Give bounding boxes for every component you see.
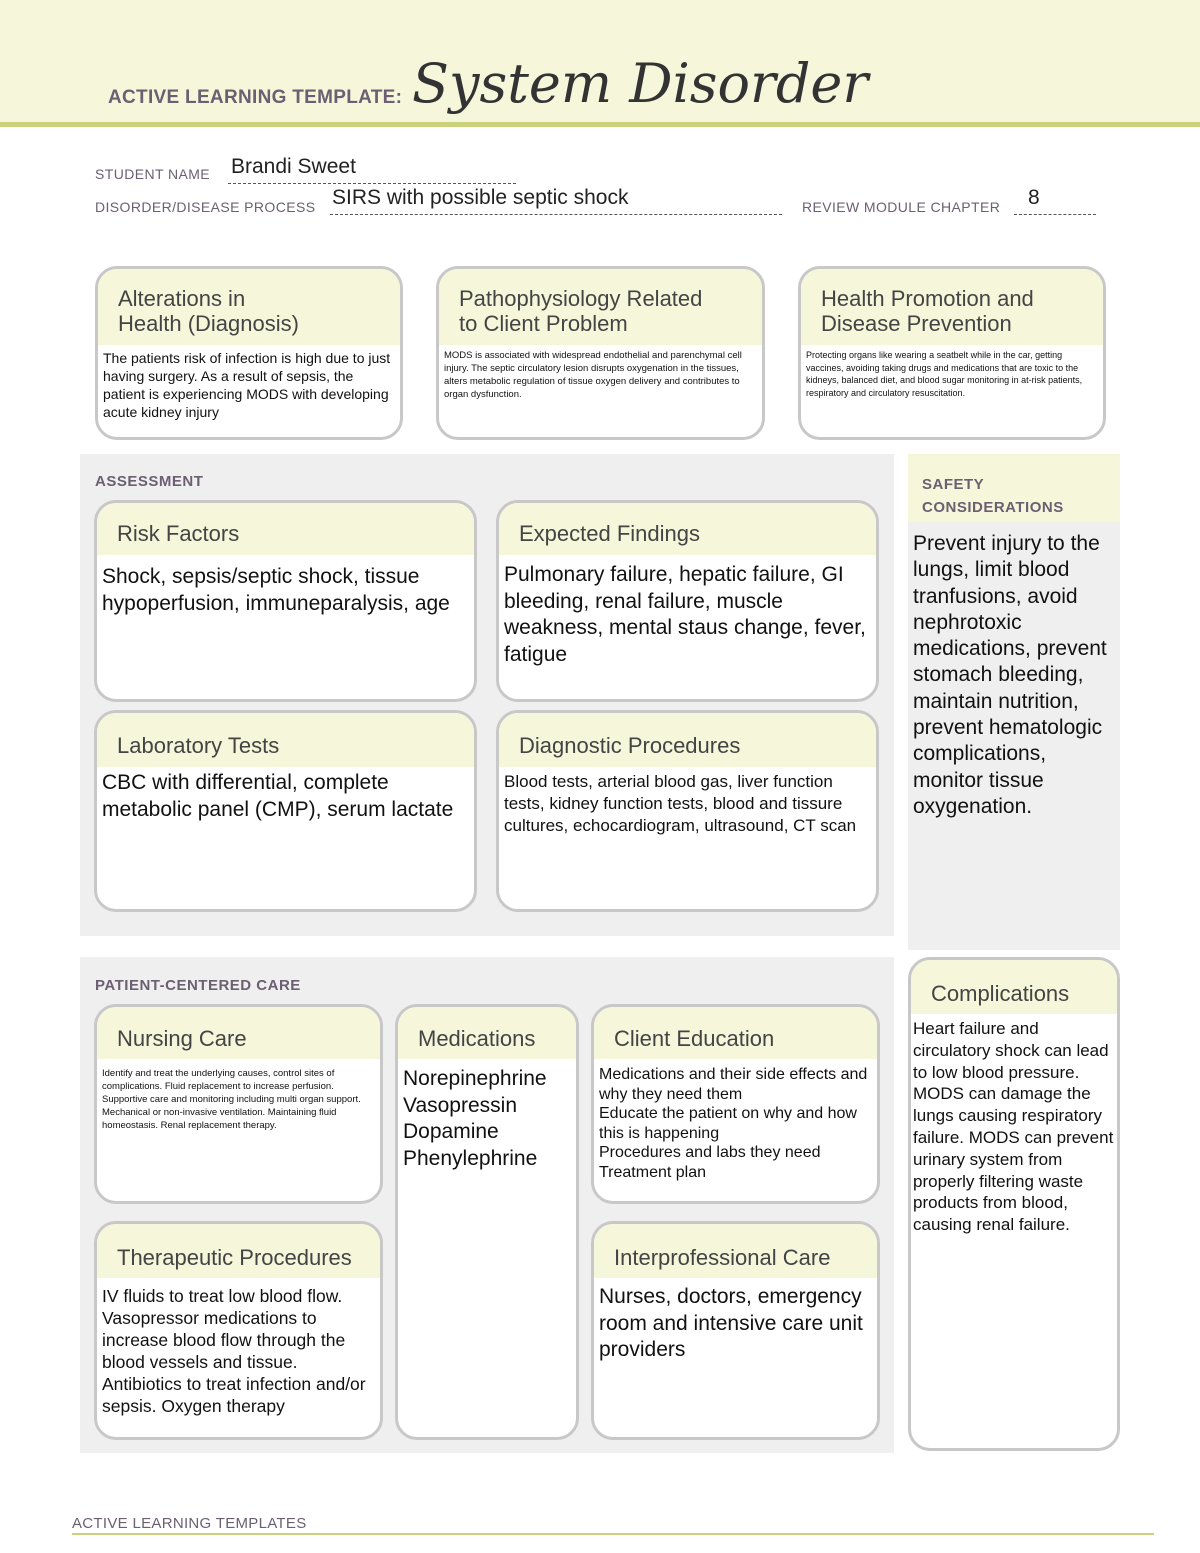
alterations-title-line2: Health (Diagnosis): [118, 311, 299, 336]
interprofessional-care-title: Interprofessional Care: [594, 1224, 877, 1278]
complications-text[interactable]: Heart failure and circulatory shock can lead to low blood pressure. MODS can damage the lungs causing respiratory failure. MODS can prevent urinary system from properly filtering waste products from blood, causing renal failure.: [913, 1019, 1114, 1235]
risk-factors-title: Risk Factors: [97, 503, 474, 555]
alterations-box: [95, 266, 403, 440]
student-name-label: STUDENT NAME: [95, 166, 210, 182]
disorder-label: DISORDER/DISEASE PROCESS: [95, 199, 316, 215]
footer-text: ACTIVE LEARNING TEMPLATES: [72, 1515, 307, 1532]
health-promotion-text[interactable]: Protecting organs like wearing a seatbelt while in the car, getting vaccines, avoiding taking drugs and medications that are toxic to the kidneys, balanced diet, and blood sugar monitoring in at-risk patients, respiratory and circulatory resuscitation.: [806, 350, 1083, 398]
medications-box: [395, 1004, 579, 1440]
therapeutic-procedures-text[interactable]: IV fluids to treat low blood flow. Vasopressor medications to increase blood flow through the blood vessels and tissue. Antibiotics to treat infection and/or sepsis. Oxygen therapy: [102, 1286, 366, 1416]
disorder-underline: [330, 214, 782, 215]
patient-care-title: PATIENT-CENTERED CARE: [95, 977, 301, 994]
alterations-text[interactable]: The patients risk of infection is high due to just having surgery. As a result of sepsis, the patient is experiencing MODS with developing acute kidney injury: [103, 350, 391, 420]
nursing-care-box: [94, 1004, 383, 1204]
medications-title: Medications: [398, 1007, 576, 1059]
pathophysiology-title-line1: Pathophysiology Related: [459, 286, 703, 311]
client-education-line[interactable]: Educate the patient on why and how this is happening: [599, 1105, 857, 1142]
laboratory-tests-text[interactable]: CBC with differential, complete metabolic panel (CMP), serum lactate: [102, 771, 454, 821]
safety-title-line2: CONSIDERATIONS: [922, 499, 1064, 516]
safety-title-line1: SAFETY: [922, 476, 985, 493]
safety-text[interactable]: Prevent injury to the lungs, limit blood tranfusions, avoid nephrotoxic medications, prevent stomach bleeding, maintain nutrition, prevent hematologic complications, monitor tissue oxygenation.: [913, 532, 1107, 818]
medication-item[interactable]: Vasopressin: [403, 1093, 518, 1117]
client-education-box: [591, 1004, 880, 1204]
therapeutic-procedures-box: [94, 1221, 383, 1440]
health-promotion-header: [801, 269, 1103, 345]
client-education-title: Client Education: [594, 1007, 877, 1059]
alterations-title-line1: Alterations in: [118, 286, 246, 311]
nursing-care-text[interactable]: Identify and treat the underlying causes, control sites of complications. Fluid replacement to increase perfusion. Supportive care and monitoring including multi organ support. Mechanical or non-invasive ventilation. Maintaining fluid homeostasis. Renal replacement therapy.: [102, 1068, 361, 1131]
pathophysiology-header: [439, 269, 762, 345]
safety-title: [922, 473, 1064, 519]
expected-findings-box: [496, 500, 879, 702]
header-divider: [0, 122, 1200, 127]
template-label: ACTIVE LEARNING TEMPLATE:: [108, 87, 403, 108]
health-promotion-title-line2: Disease Prevention: [821, 311, 1012, 336]
disorder-field[interactable]: SIRS with possible septic shock: [332, 186, 629, 209]
assessment-title: ASSESSMENT: [95, 473, 204, 490]
student-name-underline: [228, 183, 516, 184]
medication-item[interactable]: Dopamine: [403, 1120, 499, 1143]
pathophysiology-title-line2: to Client Problem: [459, 311, 628, 336]
alterations-header: [98, 269, 400, 345]
risk-factors-box: [94, 500, 477, 702]
risk-factors-text[interactable]: Shock, sepsis/septic shock, tissue hypoperfusion, immuneparalysis, age: [102, 565, 450, 615]
client-education-line[interactable]: Medications and their side effects and why they need them: [599, 1066, 868, 1103]
expected-findings-title: Expected Findings: [499, 503, 876, 555]
client-education-list: [599, 1065, 872, 1182]
expected-findings-text[interactable]: Pulmonary failure, hepatic failure, GI bleeding, renal failure, muscle weakness, mental staus change, fever, fatigue: [504, 563, 866, 666]
chapter-label: REVIEW MODULE CHAPTER: [802, 199, 1001, 215]
interprofessional-care-text[interactable]: Nurses, doctors, emergency room and intensive care unit providers: [599, 1285, 863, 1361]
footer-divider: [72, 1533, 1154, 1535]
laboratory-tests-box: [94, 710, 477, 912]
diagnostic-procedures-text[interactable]: Blood tests, arterial blood gas, liver function tests, kidney function tests, blood and tissure cultures, echocardiogram, ultrasound, CT scan: [504, 772, 857, 835]
medications-list: [403, 1066, 571, 1172]
pathophysiology-box: [436, 266, 765, 440]
diagnostic-procedures-title: Diagnostic Procedures: [499, 713, 876, 767]
medication-item[interactable]: Phenylephrine: [403, 1146, 538, 1170]
laboratory-tests-title: Laboratory Tests: [97, 713, 474, 767]
pathophysiology-text[interactable]: MODS is associated with widespread endothelial and parenchymal cell injury. The septic circulatory lesion disrupts oxygenation in the tissues, alters metabolic regulation of tissue oxygen delivery and contributes to organ dysfunction.: [444, 350, 742, 400]
complications-title: Complications: [911, 960, 1117, 1014]
diagnostic-procedures-box: [496, 710, 879, 912]
chapter-field[interactable]: 8: [1028, 186, 1040, 209]
student-name-field[interactable]: Brandi Sweet: [231, 155, 356, 178]
client-education-line[interactable]: Treatment plan: [599, 1163, 707, 1181]
health-promotion-box: [798, 266, 1106, 440]
complications-box: [908, 957, 1120, 1451]
medication-item[interactable]: Norepinephrine: [403, 1067, 547, 1090]
template-title: System Disorder: [412, 52, 869, 115]
client-education-line[interactable]: Procedures and labs they need: [599, 1144, 821, 1161]
health-promotion-title-line1: Health Promotion and: [821, 286, 1034, 311]
therapeutic-procedures-title: Therapeutic Procedures: [97, 1224, 380, 1278]
nursing-care-title: Nursing Care: [97, 1007, 380, 1059]
chapter-underline: [1014, 214, 1096, 215]
interprofessional-care-box: [591, 1221, 880, 1440]
